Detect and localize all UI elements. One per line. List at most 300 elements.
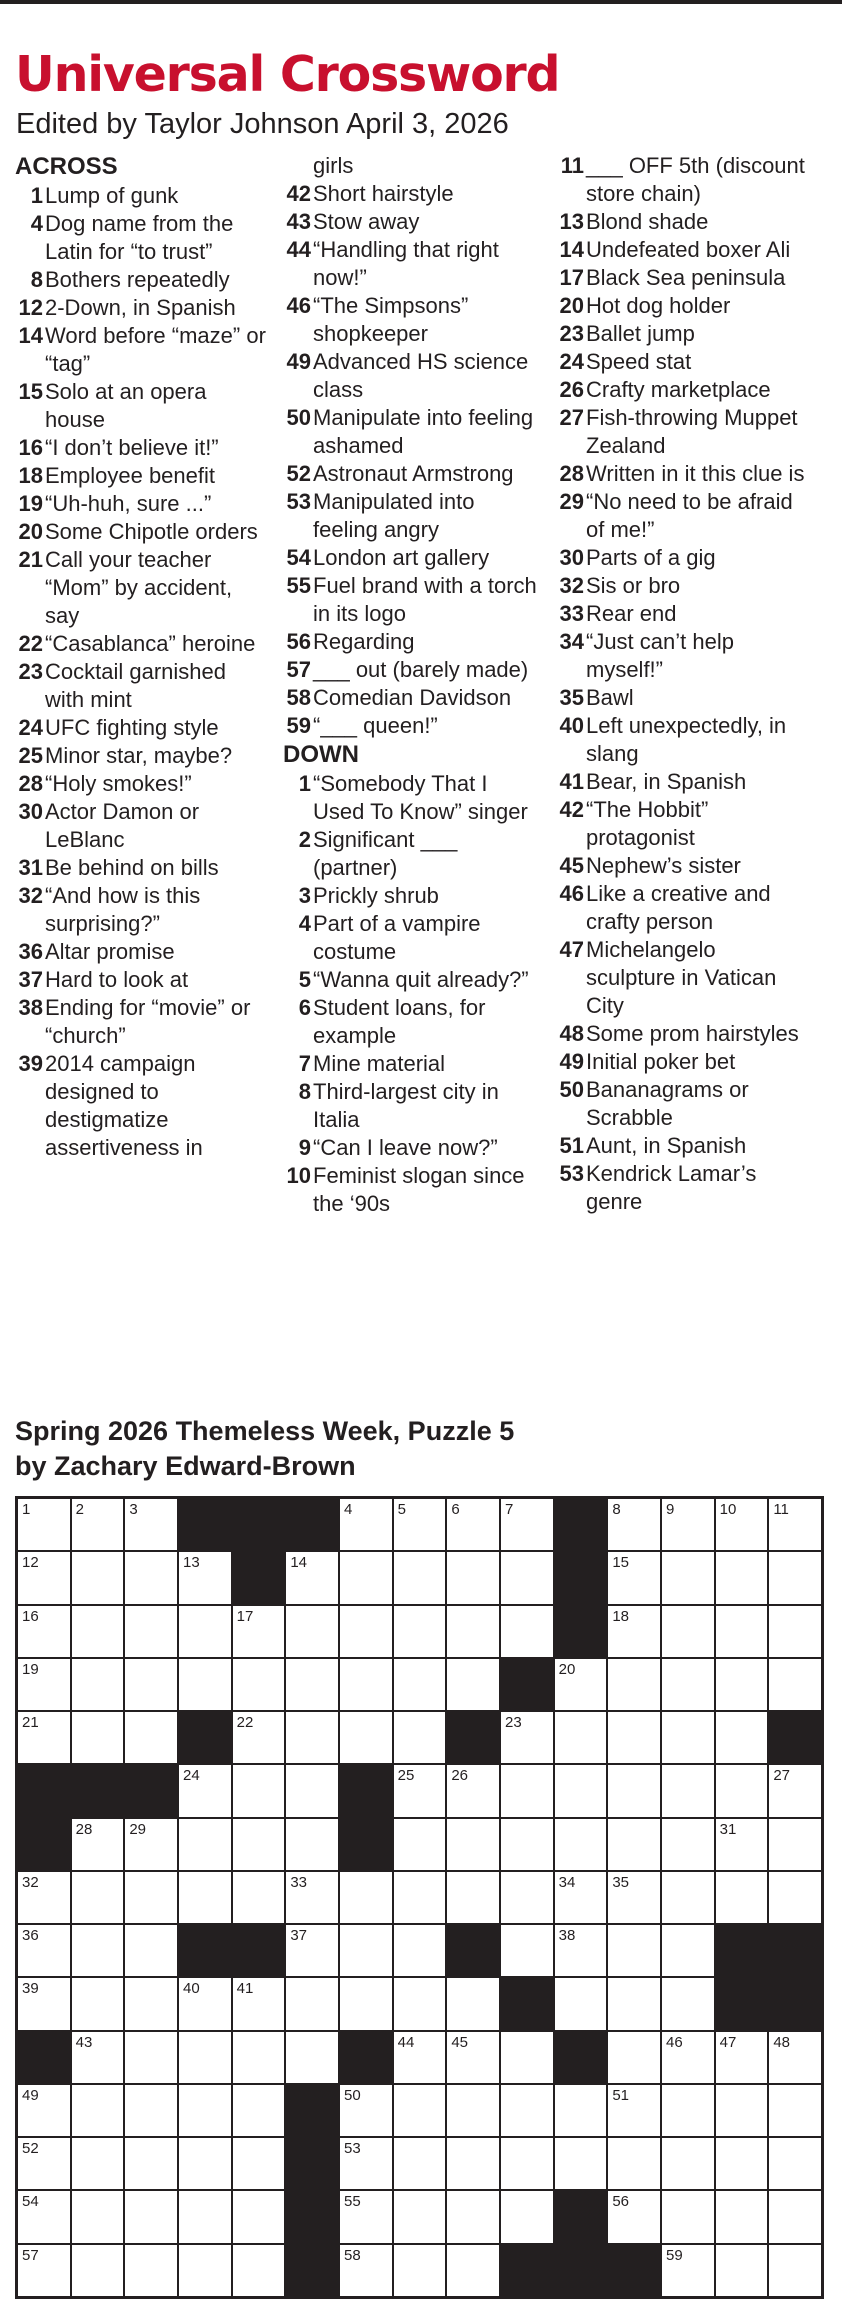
grid-cell[interactable] <box>394 1925 446 1976</box>
grid-cell[interactable] <box>72 1552 124 1603</box>
grid-cell[interactable] <box>447 2191 499 2242</box>
clue-item[interactable] <box>556 1048 811 1076</box>
clue-item[interactable] <box>556 1020 811 1048</box>
grid-cell[interactable] <box>72 1606 124 1657</box>
grid-cell[interactable] <box>125 1499 177 1550</box>
grid-cell[interactable] <box>769 1819 821 1870</box>
grid-cell[interactable] <box>662 2138 714 2189</box>
grid-cell[interactable] <box>394 1499 446 1550</box>
grid-cell[interactable] <box>18 1659 70 1710</box>
clue-item[interactable] <box>283 628 538 656</box>
grid-cell[interactable] <box>125 1978 177 2029</box>
clue-item[interactable] <box>283 684 538 712</box>
grid-cell[interactable] <box>72 1872 124 1923</box>
clue-item[interactable] <box>283 1134 538 1162</box>
clue-item[interactable] <box>556 152 811 208</box>
grid-cell[interactable] <box>233 2138 285 2189</box>
grid-cell[interactable] <box>662 1872 714 1923</box>
grid-cell[interactable] <box>179 2032 231 2083</box>
grid-cell[interactable] <box>125 2138 177 2189</box>
grid-cell[interactable] <box>18 1925 70 1976</box>
puzzle-byline: by Zachary Edward-Brown <box>15 1451 356 1481</box>
clue-number: 1 <box>30 183 43 208</box>
grid-cell[interactable] <box>18 1978 70 2029</box>
grid-cell[interactable] <box>608 2085 660 2136</box>
grid-cell[interactable] <box>716 1872 768 1923</box>
clue-item[interactable] <box>283 180 538 208</box>
crossword-grid[interactable] <box>15 1496 824 2299</box>
clue-column-1 <box>15 152 270 1162</box>
grid-cell[interactable] <box>716 1819 768 1870</box>
grid-cell[interactable] <box>501 1712 553 1763</box>
grid-cell[interactable] <box>72 2032 124 2083</box>
grid-cell[interactable] <box>447 1552 499 1603</box>
clue-text: Kendrick Lamar’s genre <box>586 1161 757 1214</box>
grid-cell[interactable] <box>769 1606 821 1657</box>
clue-item[interactable] <box>556 1076 811 1132</box>
grid-cell[interactable] <box>72 1712 124 1763</box>
grid-cell[interactable] <box>18 2245 70 2296</box>
grid-cell[interactable] <box>662 1552 714 1603</box>
grid-cell[interactable] <box>608 1819 660 1870</box>
grid-cell[interactable] <box>179 1659 231 1710</box>
grid-cell[interactable] <box>286 1978 338 2029</box>
cell-number: 20 <box>558 1660 576 1678</box>
grid-cell[interactable] <box>340 1552 392 1603</box>
grid-cell[interactable] <box>18 1552 70 1603</box>
cell-number: 16 <box>22 1607 39 1625</box>
clue-item[interactable] <box>283 910 538 966</box>
grid-cell[interactable] <box>179 1872 231 1923</box>
grid-cell[interactable] <box>555 1925 607 1976</box>
grid-cell[interactable] <box>716 2032 768 2083</box>
grid-cell[interactable] <box>340 2138 392 2189</box>
grid-cell[interactable] <box>125 2191 177 2242</box>
grid-cell[interactable] <box>394 2138 446 2189</box>
grid-cell[interactable] <box>716 1765 768 1816</box>
clue-number: 22 <box>18 631 43 656</box>
grid-cell[interactable] <box>608 2191 660 2242</box>
grid-cell[interactable] <box>447 2032 499 2083</box>
grid-cell[interactable] <box>18 2191 70 2242</box>
clue-item[interactable] <box>556 880 811 936</box>
clue-number: 13 <box>559 209 584 234</box>
clue-text: Bothers repeatedly <box>45 267 230 292</box>
grid-cell[interactable] <box>233 1819 285 1870</box>
grid-cell[interactable] <box>769 2032 821 2083</box>
grid-cell[interactable] <box>340 1659 392 1710</box>
clue-item[interactable] <box>556 320 811 348</box>
clue-item[interactable] <box>15 378 270 434</box>
grid-cell[interactable] <box>447 1819 499 1870</box>
grid-cell[interactable] <box>72 1925 124 1976</box>
grid-cell[interactable] <box>286 1712 338 1763</box>
grid-cell[interactable] <box>555 2138 607 2189</box>
grid-cell[interactable] <box>233 2191 285 2242</box>
clue-item[interactable] <box>283 1078 538 1134</box>
grid-cell[interactable] <box>18 1606 70 1657</box>
clue-item[interactable] <box>15 294 270 322</box>
grid-cell[interactable] <box>125 1872 177 1923</box>
grid-cell[interactable] <box>286 1765 338 1816</box>
clue-number: 33 <box>559 601 584 626</box>
grid-cell[interactable] <box>608 1552 660 1603</box>
grid-cell[interactable] <box>340 1499 392 1550</box>
grid-cell[interactable] <box>501 1872 553 1923</box>
clue-item[interactable] <box>15 714 270 742</box>
grid-cell[interactable] <box>179 1765 231 1816</box>
clue-item[interactable] <box>556 264 811 292</box>
clue-item[interactable] <box>15 518 270 546</box>
grid-cell[interactable] <box>501 1765 553 1816</box>
clue-item[interactable] <box>15 938 270 966</box>
grid-cell[interactable] <box>394 1819 446 1870</box>
clue-number: 58 <box>286 685 311 710</box>
clue-item[interactable] <box>556 796 811 852</box>
grid-cell[interactable] <box>394 1872 446 1923</box>
grid-cell[interactable] <box>340 1872 392 1923</box>
grid-cell[interactable] <box>608 1978 660 2029</box>
grid-cell[interactable] <box>769 2191 821 2242</box>
grid-cell[interactable] <box>716 2245 768 2296</box>
grid-cell[interactable] <box>447 1872 499 1923</box>
clue-item[interactable] <box>556 684 811 712</box>
grid-cell[interactable] <box>18 1499 70 1550</box>
grid-cell[interactable] <box>394 1659 446 1710</box>
cell-number: 38 <box>558 1927 576 1945</box>
clue-item[interactable] <box>283 544 538 572</box>
grid-cell[interactable] <box>447 2138 499 2189</box>
grid-cell[interactable] <box>179 1606 231 1657</box>
clue-item[interactable] <box>283 488 538 544</box>
clue-item[interactable] <box>15 882 270 938</box>
grid-cell[interactable] <box>179 2138 231 2189</box>
grid-cell[interactable] <box>233 1765 285 1816</box>
grid-cell[interactable] <box>394 2032 446 2083</box>
grid-cell[interactable] <box>662 2245 714 2296</box>
grid-cell[interactable] <box>340 2191 392 2242</box>
grid-cell[interactable] <box>769 2245 821 2296</box>
clue-item[interactable] <box>15 966 270 994</box>
grid-cell[interactable] <box>233 1606 285 1657</box>
grid-cell[interactable] <box>608 1499 660 1550</box>
cell-number: 32 <box>22 1873 39 1891</box>
grid-cell[interactable] <box>555 1712 607 1763</box>
grid-cell[interactable] <box>179 2191 231 2242</box>
clue-number: 3 <box>298 883 311 908</box>
grid-cell[interactable] <box>286 1819 338 1870</box>
grid-cell[interactable] <box>394 1552 446 1603</box>
grid-cell[interactable] <box>340 2085 392 2136</box>
grid-cell[interactable] <box>608 1925 660 1976</box>
clue-item[interactable] <box>15 630 270 658</box>
grid-cell[interactable] <box>233 1712 285 1763</box>
grid-cell[interactable] <box>179 1552 231 1603</box>
clue-item[interactable] <box>15 210 270 266</box>
grid-cell[interactable] <box>555 1765 607 1816</box>
clue-item[interactable] <box>283 770 538 826</box>
clue-item[interactable] <box>283 572 538 628</box>
clue-item[interactable] <box>15 770 270 798</box>
clue-item[interactable] <box>556 376 811 404</box>
grid-cell[interactable] <box>125 2245 177 2296</box>
clue-item[interactable] <box>283 994 538 1050</box>
clue-item[interactable] <box>15 994 270 1050</box>
grid-cell[interactable] <box>447 1659 499 1710</box>
grid-cell[interactable] <box>233 2085 285 2136</box>
grid-cell[interactable] <box>662 1499 714 1550</box>
clue-item[interactable] <box>283 882 538 910</box>
clue-item[interactable] <box>556 852 811 880</box>
grid-cell[interactable] <box>72 2138 124 2189</box>
clue-item[interactable] <box>15 798 270 854</box>
grid-cell[interactable] <box>394 1978 446 2029</box>
grid-cell[interactable] <box>662 1606 714 1657</box>
clue-item[interactable] <box>15 462 270 490</box>
grid-cell[interactable] <box>555 1872 607 1923</box>
clue-number: 7 <box>298 1051 311 1076</box>
grid-cell[interactable] <box>233 2245 285 2296</box>
grid-cell[interactable] <box>125 1659 177 1710</box>
grid-cell[interactable] <box>716 1606 768 1657</box>
cell-number: 34 <box>558 1873 576 1891</box>
cell-number: 58 <box>344 2246 361 2264</box>
grid-cell[interactable] <box>394 1712 446 1763</box>
cell-number: 1 <box>22 1501 31 1518</box>
clue-item[interactable] <box>283 404 538 460</box>
clue-text: Advanced HS science class <box>313 349 529 402</box>
clue-item[interactable] <box>283 236 538 292</box>
clue-item[interactable] <box>283 1050 538 1078</box>
grid-cell[interactable] <box>501 2032 553 2083</box>
clue-item[interactable] <box>556 544 811 572</box>
grid-cell[interactable] <box>716 1659 768 1710</box>
grid-cell[interactable] <box>233 1659 285 1710</box>
grid-cell[interactable] <box>662 1712 714 1763</box>
grid-cell[interactable] <box>394 2191 446 2242</box>
clue-text: “Wanna quit already?” <box>313 967 529 992</box>
clue-item[interactable] <box>556 348 811 376</box>
grid-cell[interactable] <box>501 1819 553 1870</box>
grid-cell[interactable] <box>662 2085 714 2136</box>
clue-item[interactable] <box>283 1162 538 1218</box>
grid-cell[interactable] <box>72 1978 124 2029</box>
grid-cell[interactable] <box>501 1925 553 1976</box>
clue-item[interactable] <box>15 854 270 882</box>
grid-cell[interactable] <box>716 2191 768 2242</box>
grid-cell[interactable] <box>769 1552 821 1603</box>
grid-cell[interactable] <box>286 1659 338 1710</box>
grid-cell[interactable] <box>125 2032 177 2083</box>
grid-cell[interactable] <box>394 2085 446 2136</box>
grid-cell[interactable] <box>125 1606 177 1657</box>
clue-text: ___ out (barely made) <box>313 657 529 682</box>
grid-cell[interactable] <box>769 1872 821 1923</box>
grid-cell[interactable] <box>72 2085 124 2136</box>
clue-item[interactable] <box>15 266 270 294</box>
grid-cell[interactable] <box>447 1978 499 2029</box>
grid-cell[interactable] <box>716 2138 768 2189</box>
clue-item[interactable] <box>556 292 811 320</box>
grid-cell[interactable] <box>286 1925 338 1976</box>
grid-cell[interactable] <box>18 1712 70 1763</box>
clue-item[interactable] <box>556 628 811 684</box>
clue-item[interactable] <box>283 460 538 488</box>
clue-item[interactable] <box>556 768 811 796</box>
grid-cell[interactable] <box>501 2085 553 2136</box>
clue-item[interactable] <box>283 292 538 348</box>
grid-cell[interactable] <box>501 1499 553 1550</box>
grid-cell[interactable] <box>72 1819 124 1870</box>
grid-cell[interactable] <box>233 2032 285 2083</box>
grid-cell[interactable] <box>608 2138 660 2189</box>
grid-cell[interactable] <box>501 2138 553 2189</box>
grid-cell[interactable] <box>286 1872 338 1923</box>
grid-cell[interactable] <box>555 1819 607 1870</box>
grid-cell[interactable] <box>662 1925 714 1976</box>
grid-cell[interactable] <box>340 1606 392 1657</box>
grid-cell[interactable] <box>233 1872 285 1923</box>
grid-cell[interactable] <box>447 2085 499 2136</box>
grid-cell[interactable] <box>662 1978 714 2029</box>
grid-cell[interactable] <box>125 1712 177 1763</box>
clue-item[interactable] <box>15 490 270 518</box>
grid-cell[interactable] <box>72 2245 124 2296</box>
grid-black-square <box>716 1978 768 2029</box>
grid-cell[interactable] <box>286 1606 338 1657</box>
grid-cell[interactable] <box>608 1712 660 1763</box>
clue-item[interactable] <box>556 488 811 544</box>
cell-number: 9 <box>666 1501 675 1518</box>
clue-item[interactable] <box>556 936 811 1020</box>
clue-item[interactable] <box>556 572 811 600</box>
cell-number: 53 <box>344 2140 361 2158</box>
grid-cell[interactable] <box>662 2191 714 2242</box>
clue-text: Some Chipotle orders <box>45 519 258 544</box>
grid-cell[interactable] <box>179 1978 231 2029</box>
grid-cell[interactable] <box>662 1659 714 1710</box>
grid-cell[interactable] <box>18 2085 70 2136</box>
clue-text: “Just can’t help myself!” <box>586 629 734 682</box>
grid-cell[interactable] <box>716 2085 768 2136</box>
grid-cell[interactable] <box>340 2245 392 2296</box>
grid-cell[interactable] <box>769 1659 821 1710</box>
grid-cell[interactable] <box>340 1712 392 1763</box>
cell-number: 19 <box>22 1660 39 1678</box>
grid-cell[interactable] <box>608 1765 660 1816</box>
clue-item[interactable] <box>283 712 538 740</box>
clue-item[interactable] <box>556 404 811 460</box>
grid-cell[interactable] <box>555 2085 607 2136</box>
clue-item[interactable] <box>556 712 811 768</box>
grid-cell[interactable] <box>608 1872 660 1923</box>
clue-number: 49 <box>286 349 311 374</box>
grid-cell[interactable] <box>179 1819 231 1870</box>
grid-cell[interactable] <box>394 1765 446 1816</box>
clue-item[interactable] <box>556 1160 811 1216</box>
clue-item[interactable] <box>283 348 538 404</box>
clue-item[interactable] <box>556 460 811 488</box>
grid-cell[interactable] <box>286 1552 338 1603</box>
clue-text: Aunt, in Spanish <box>586 1133 747 1158</box>
grid-cell[interactable] <box>179 2245 231 2296</box>
grid-cell[interactable] <box>716 1552 768 1603</box>
clue-item[interactable] <box>556 600 811 628</box>
grid-cell[interactable] <box>447 1499 499 1550</box>
clue-item[interactable] <box>15 434 270 462</box>
grid-cell[interactable] <box>340 1978 392 2029</box>
grid-cell[interactable] <box>72 2191 124 2242</box>
grid-cell[interactable] <box>394 1606 446 1657</box>
clue-text: Sis or bro <box>586 573 681 598</box>
grid-cell[interactable] <box>125 1819 177 1870</box>
cell-number: 24 <box>183 1767 200 1785</box>
grid-cell[interactable] <box>662 1765 714 1816</box>
grid-cell[interactable] <box>394 2245 446 2296</box>
clue-item[interactable] <box>15 182 270 210</box>
grid-cell[interactable] <box>125 2085 177 2136</box>
grid-cell[interactable] <box>340 1925 392 1976</box>
grid-cell[interactable] <box>662 2032 714 2083</box>
grid-cell[interactable] <box>447 1765 499 1816</box>
grid-cell[interactable] <box>125 1925 177 1976</box>
clue-item[interactable] <box>15 658 270 714</box>
grid-cell[interactable] <box>18 1872 70 1923</box>
grid-cell[interactable] <box>72 1659 124 1710</box>
grid-cell[interactable] <box>608 2032 660 2083</box>
grid-cell[interactable] <box>608 1606 660 1657</box>
grid-cell[interactable] <box>125 1552 177 1603</box>
cell-number: 5 <box>397 1501 406 1518</box>
grid-cell[interactable] <box>179 2085 231 2136</box>
grid-cell[interactable] <box>769 1765 821 1816</box>
top-rule <box>0 0 842 4</box>
clue-item[interactable] <box>283 208 538 236</box>
grid-cell[interactable] <box>501 2191 553 2242</box>
grid-cell[interactable] <box>72 1499 124 1550</box>
clue-item[interactable] <box>283 826 538 882</box>
clue-text: Stow away <box>313 209 420 234</box>
clue-item[interactable] <box>556 236 811 264</box>
cell-number: 47 <box>719 2033 737 2051</box>
grid-cell[interactable] <box>769 1499 821 1550</box>
grid-cell[interactable] <box>608 1659 660 1710</box>
grid-cell[interactable] <box>769 2085 821 2136</box>
clue-item[interactable] <box>15 546 270 630</box>
clue-item[interactable] <box>15 322 270 378</box>
grid-cell[interactable] <box>662 1819 714 1870</box>
clue-item[interactable] <box>556 208 811 236</box>
grid-cell[interactable] <box>233 1978 285 2029</box>
clue-item[interactable] <box>15 1050 270 1162</box>
grid-cell[interactable] <box>447 1606 499 1657</box>
clue-item[interactable] <box>15 742 270 770</box>
clue-item[interactable] <box>283 656 538 684</box>
clue-item[interactable] <box>556 1132 811 1160</box>
clue-item[interactable] <box>283 966 538 994</box>
grid-cell[interactable] <box>769 2138 821 2189</box>
grid-cell[interactable] <box>501 1552 553 1603</box>
grid-cell[interactable] <box>286 2032 338 2083</box>
grid-cell[interactable] <box>555 1978 607 2029</box>
grid-cell[interactable] <box>555 1659 607 1710</box>
grid-black-square <box>555 1499 607 1550</box>
grid-cell[interactable] <box>18 2138 70 2189</box>
grid-cell[interactable] <box>716 1712 768 1763</box>
grid-cell[interactable] <box>501 1606 553 1657</box>
grid-cell[interactable] <box>447 2245 499 2296</box>
grid-cell[interactable] <box>716 1499 768 1550</box>
